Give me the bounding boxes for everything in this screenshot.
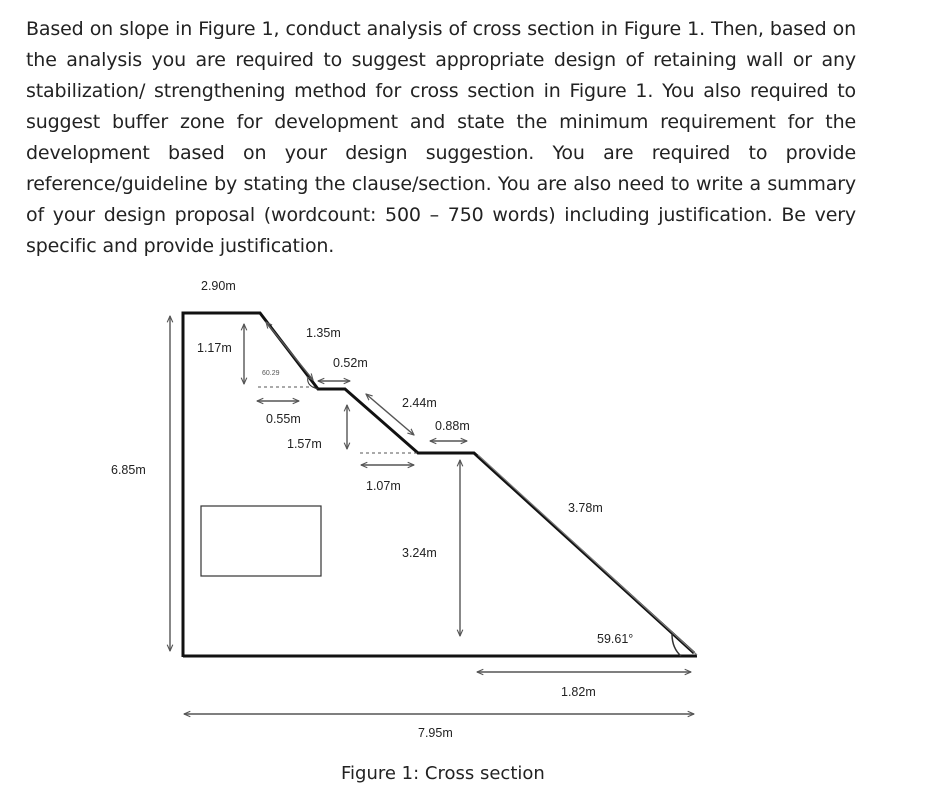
label-berm1-width: 0.55m <box>266 412 301 426</box>
label-slope1-length: 1.35m <box>306 326 341 340</box>
building-rectangle <box>201 506 321 576</box>
label-slope2-height: 1.57m <box>287 437 322 451</box>
figure-caption: Figure 1: Cross section <box>341 763 545 784</box>
label-slope1-angle: 60.29 <box>262 370 280 377</box>
slope-profile <box>183 313 694 657</box>
label-berm2-width: 1.07m <box>366 479 401 493</box>
label-berm1-offset: 0.52m <box>333 356 368 370</box>
label-total-height: 6.85m <box>111 463 146 477</box>
label-slope1-height: 1.17m <box>197 341 232 355</box>
label-toe-width: 1.82m <box>561 685 596 699</box>
label-slope2-length: 2.44m <box>402 396 437 410</box>
label-top-width: 2.90m <box>201 279 236 293</box>
question-text: Based on slope in Figure 1, conduct analysis of cross section in Figure 1. Then, based on the analysis you are required to suggest appropriate design of retaining wall or any stabilization/ strengthening method for cross section in Figure 1. You also required to suggest buffer zone for development and state the minimum requirement for the development based on your design suggestion. You are required to provide reference/guideline by stating the clause/section. You are also need to write a summary of your design proposal (wordcount: 500 – 750 words) including justification. Be very specific and provide justification. <box>26 18 856 257</box>
slope-surface-line <box>478 455 697 655</box>
label-slope3-height: 3.24m <box>402 546 437 560</box>
label-slope3-angle: 59.61° <box>597 632 634 646</box>
label-base-width: 7.95m <box>418 726 453 740</box>
label-berm2-offset: 0.88m <box>435 419 470 433</box>
label-slope3-length: 3.78m <box>568 501 603 515</box>
